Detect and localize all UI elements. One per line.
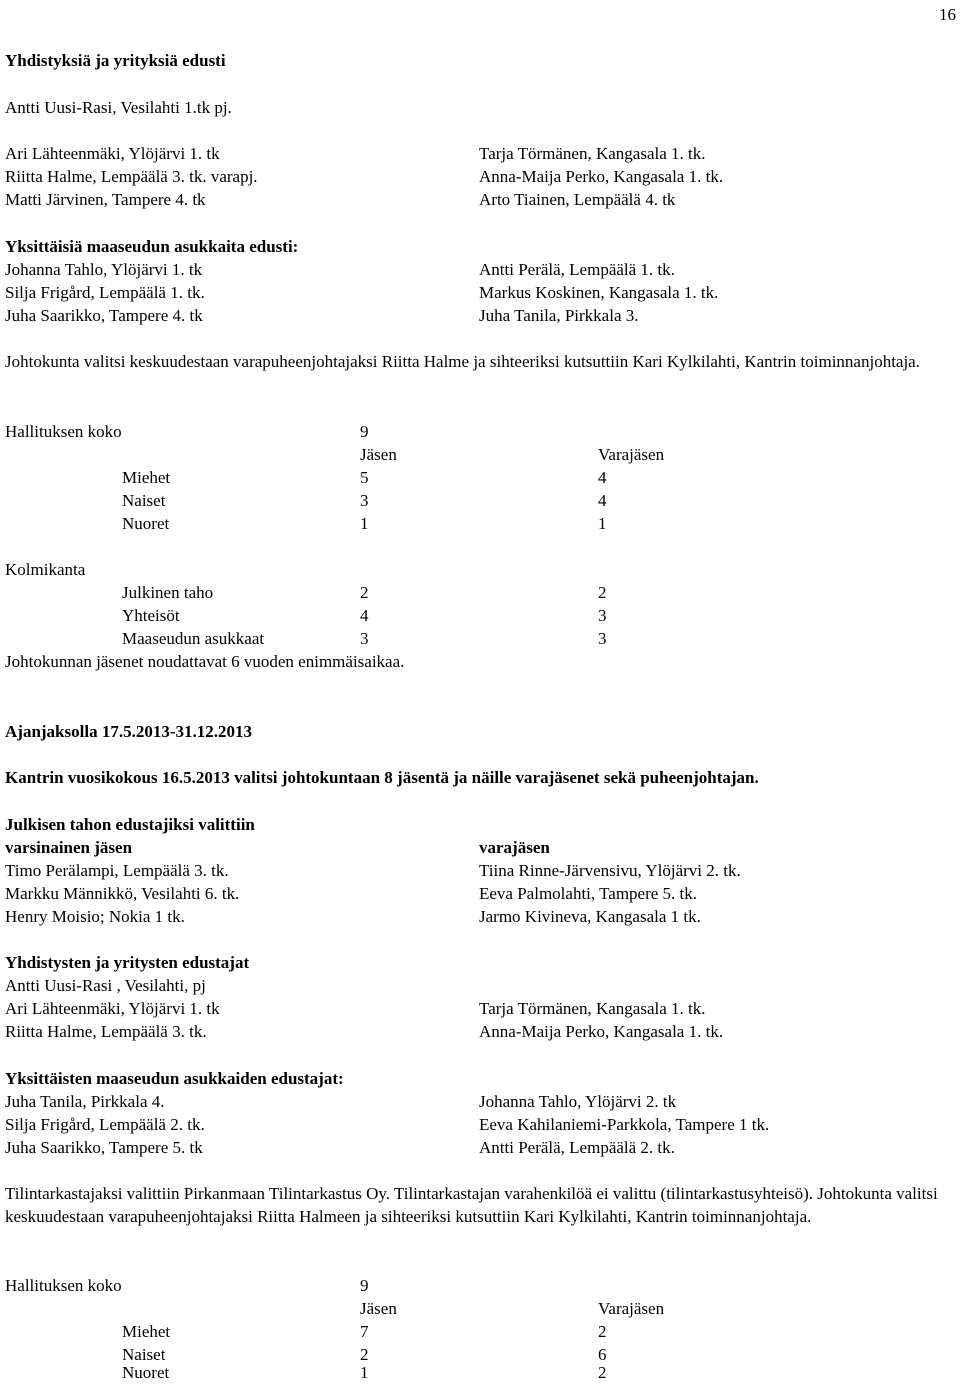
deputy-count: 3 <box>598 606 607 625</box>
member-count: 3 <box>360 491 369 510</box>
period-heading: Ajanjaksolla 17.5.2013-31.12.2013 <box>5 722 252 741</box>
paragraph-auditor: Tilintarkastajaksi valittiin Pirkanmaan Tilintarkastus Oy. Tilintarkastajan varahenkilöä ei valittu (tilintarkastusyhteisö). Johtokunta valitsi keskuudestaan varapuheenjohtajaksi Riitta Halmeen ja sihteeriksi kutsuttiin Kari Kylkilahti, Kantrin toiminnanjohtaja. <box>5 1184 938 1226</box>
column-header-deputy: Varajäsen <box>598 445 665 464</box>
section-heading-organizations: Yhdistyksiä ja yrityksiä edusti <box>5 51 226 70</box>
member-left: Henry Moisio; Nokia 1 tk. <box>5 907 185 926</box>
board-size-total: 9 <box>360 422 369 441</box>
row-label: Julkinen taho <box>122 583 214 602</box>
column-header-member: Jäsen <box>360 445 397 464</box>
row-label: Miehet <box>122 468 171 487</box>
member-right: Tarja Törmänen, Kangasala 1. tk. <box>479 999 706 1018</box>
member-left: Markku Männikkö, Vesilahti 6. tk. <box>5 884 240 903</box>
deputy-count: 3 <box>598 629 607 648</box>
row-label: Miehet <box>122 1322 171 1341</box>
member-count: 2 <box>360 1345 369 1364</box>
paragraph-board-decision: Johtokunta valitsi keskuudestaan varapuheenjohtajaksi Riitta Halme ja sihteeriksi kutsuttiin Kari Kylkilahti, Kantrin toiminnanjohtaja. <box>5 352 920 371</box>
column-header-deputy: Varajäsen <box>598 1299 665 1318</box>
deputy-count: 6 <box>598 1345 607 1364</box>
board-size-total: 9 <box>360 1276 369 1295</box>
row-label: Naiset <box>122 491 166 510</box>
member-right: Juha Tanila, Pirkkala 3. <box>479 306 639 325</box>
member-count: 5 <box>360 468 369 487</box>
member-right: Anna-Maija Perko, Kangasala 1. tk. <box>479 167 724 186</box>
member-left: Ari Lähteenmäki, Ylöjärvi 1. tk <box>5 999 220 1018</box>
member-left: Ari Lähteenmäki, Ylöjärvi 1. tk <box>5 144 220 163</box>
row-label: Naiset <box>122 1345 166 1364</box>
column-header-member: Jäsen <box>360 1299 397 1318</box>
section-heading-rural-residents: Yksittäisiä maaseudun asukkaita edusti: <box>5 237 299 256</box>
member-left: Silja Frigård, Lempäälä 2. tk. <box>5 1115 205 1134</box>
member-right: Jarmo Kivineva, Kangasala 1 tk. <box>479 907 701 926</box>
member-count: 1 <box>360 514 369 533</box>
member-right: Antti Perälä, Lempäälä 1. tk. <box>479 260 675 279</box>
member-left: Riitta Halme, Lempäälä 3. tk. varapj. <box>5 167 258 186</box>
member-left: Timo Perälampi, Lempäälä 3. tk. <box>5 861 229 880</box>
section-heading-public-sector: Julkisen tahon edustajiksi valittiin <box>5 815 255 834</box>
member-right: Johanna Tahlo, Ylöjärvi 2. tk <box>479 1092 677 1111</box>
board-size-title: Hallituksen koko <box>5 422 122 441</box>
chairperson-line: Antti Uusi-Rasi , Vesilahti, pj <box>5 976 206 995</box>
member-right: Eeva Kahilaniemi-Parkkola, Tampere 1 tk. <box>479 1115 770 1134</box>
member-left: Juha Tanila, Pirkkala 4. <box>5 1092 165 1111</box>
member-right: Antti Perälä, Lempäälä 2. tk. <box>479 1138 675 1157</box>
board-size-title: Hallituksen koko <box>5 1276 122 1295</box>
member-left: Juha Saarikko, Tampere 5. tk <box>5 1138 203 1157</box>
member-count: 4 <box>360 606 369 625</box>
member-right: Arto Tiainen, Lempäälä 4. tk <box>479 190 676 209</box>
row-label: Maaseudun asukkaat <box>122 629 265 648</box>
deputy-count: 1 <box>598 514 607 533</box>
member-right: Anna-Maija Perko, Kangasala 1. tk. <box>479 1022 724 1041</box>
chairperson-line: Antti Uusi-Rasi, Vesilahti 1.tk pj. <box>5 98 232 117</box>
member-count: 2 <box>360 583 369 602</box>
row-label: Nuoret <box>122 514 170 533</box>
deputy-count: 4 <box>598 491 607 510</box>
member-right: Tarja Törmänen, Kangasala 1. tk. <box>479 144 706 163</box>
member-count: 3 <box>360 629 369 648</box>
annual-meeting-line: Kantrin vuosikokous 16.5.2013 valitsi johtokuntaan 8 jäsentä ja näille varajäsenet sekä puheenjohtajan. <box>5 768 759 787</box>
page-number: 16 <box>939 5 956 24</box>
member-right: Tiina Rinne-Järvensivu, Ylöjärvi 2. tk. <box>479 861 741 880</box>
member-left: Riitta Halme, Lempäälä 3. tk. <box>5 1022 207 1041</box>
member-left: Matti Järvinen, Tampere 4. tk <box>5 190 206 209</box>
member-count: 7 <box>360 1322 369 1341</box>
section-heading-associations: Yhdistysten ja yritysten edustajat <box>5 953 250 972</box>
member-left: Silja Frigård, Lempäälä 1. tk. <box>5 283 205 302</box>
kolmikanta-label: Kolmikanta <box>5 560 86 579</box>
column-header-regular-member: varsinainen jäsen <box>5 838 133 857</box>
term-limit-note: Johtokunnan jäsenet noudattavat 6 vuoden enimmäisaikaa. <box>5 652 405 671</box>
row-label: Yhteisöt <box>122 606 180 625</box>
deputy-count: 2 <box>598 1363 607 1382</box>
deputy-count: 4 <box>598 468 607 487</box>
deputy-count: 2 <box>598 583 607 602</box>
row-label: Nuoret <box>122 1363 170 1382</box>
member-right: Markus Koskinen, Kangasala 1. tk. <box>479 283 719 302</box>
member-count: 1 <box>360 1363 369 1382</box>
member-left: Juha Saarikko, Tampere 4. tk <box>5 306 203 325</box>
section-heading-rural-representatives: Yksittäisten maaseudun asukkaiden edustajat: <box>5 1069 344 1088</box>
member-left: Johanna Tahlo, Ylöjärvi 1. tk <box>5 260 203 279</box>
member-right: Eeva Palmolahti, Tampere 5. tk. <box>479 884 698 903</box>
column-header-deputy-member: varajäsen <box>479 838 550 857</box>
deputy-count: 2 <box>598 1322 607 1341</box>
